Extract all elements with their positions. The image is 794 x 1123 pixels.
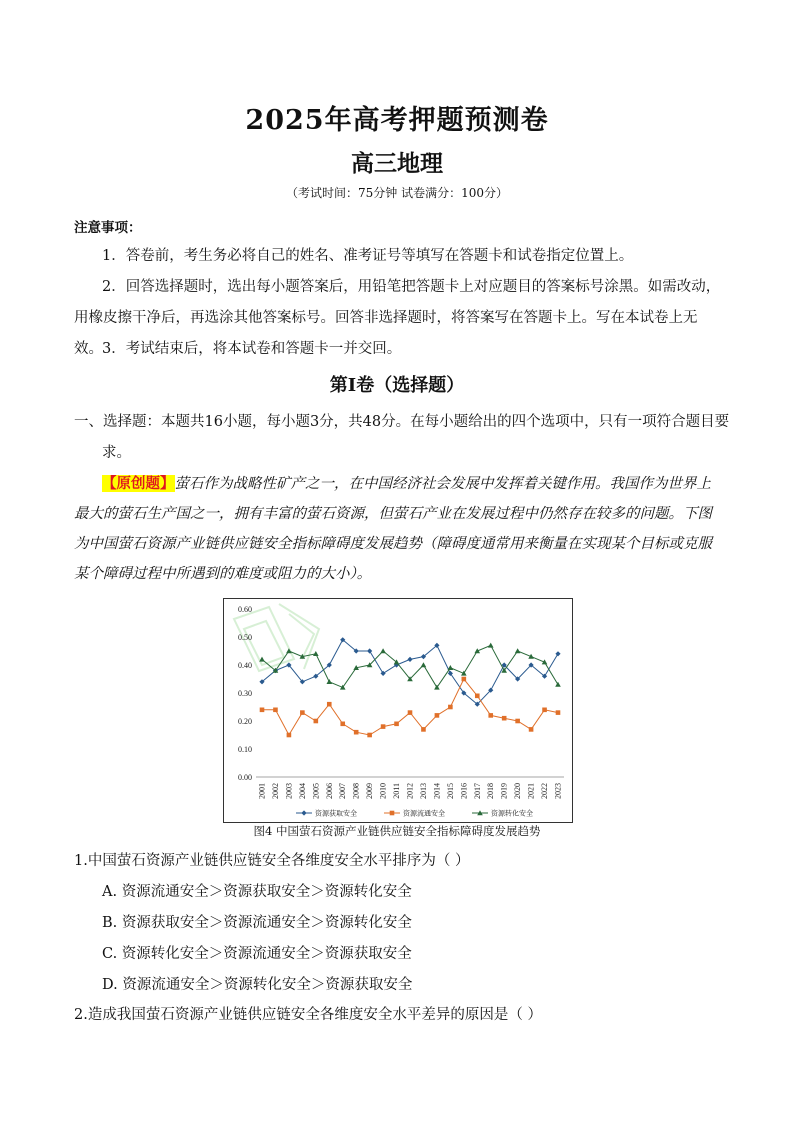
x-tick-label: 2018 [486,783,496,799]
data-point-square [435,713,440,718]
data-point-square [300,710,305,715]
data-point-diamond [367,648,372,653]
legend-label: 资源流通安全 [403,809,445,818]
question-1-text: 中国萤石资源产业链供应链安全各维度安全水平排序为（ ） [87,853,470,869]
data-point-square [354,730,359,735]
x-tick-label: 2009 [365,783,375,799]
material-text: 萤石作为战略性矿产之一，在中国经济社会发展中发挥着关键作用。我国作为世界上最大的萤石生产国之一，拥有丰富的萤石资源，但萤石产业在发展过程中仍然存在较多的问题。下图为中国萤石资源产业链供应链安全指标障碍度发展趋势（障碍度通常用来衡量在实现某个目标或克服某个障碍过程中所遇到的难度或阻力的大小）。 [74,476,712,582]
data-point-triangle [421,662,427,667]
x-axis [256,777,564,799]
data-point-square [287,733,292,738]
x-tick-label: 2022 [540,783,550,799]
data-point-diamond [380,671,385,676]
x-tick-label: 2002 [270,783,280,799]
x-tick-label: 2010 [378,783,388,799]
x-tick-label: 2013 [418,783,428,799]
x-tick-label: 2003 [284,783,294,799]
data-point-square [448,705,453,710]
notice-title: 注意事项： [74,220,142,236]
question-2-text: 造成我国萤石资源产业链供应链安全各维度安全水平差异的原因是（ ） [87,1007,542,1023]
x-tick-label: 2012 [405,783,415,799]
data-point-triangle [515,648,521,653]
data-point-diamond [555,651,560,656]
data-point-square [408,710,413,715]
material-paragraph [74,469,722,589]
data-point-square [327,702,332,707]
data-point-triangle [326,679,332,684]
data-point-square [515,719,520,724]
data-point-square [542,708,547,713]
data-point-square [488,713,493,718]
section-title: 第Ⅰ卷（选择题） [329,375,465,396]
y-tick-label: 0.00 [238,773,252,782]
question-1-number: 1. [74,853,88,869]
notice-item-1: 1．答卷前，考生务必将自己的姓名、准考证号等填写在答题卡和试卷指定位置上。 [102,248,634,264]
x-tick-label: 2017 [472,783,482,799]
y-tick-label: 0.30 [238,689,252,698]
data-point-square [502,716,507,721]
x-tick-label: 2006 [324,783,334,799]
x-tick-label: 2007 [338,783,348,799]
y-tick-label: 0.20 [238,717,252,726]
question-1 [74,849,469,870]
line-chart [224,599,572,822]
figure-caption: 图4 中国萤石资源产业链供应链安全指标障碍度发展趋势 [253,824,541,838]
notice-item-2: 2．回答选择题时，选出每小题答案后，用铅笔把答题卡上对应题目的答案标号涂黑。如需改动，用橡皮擦干净后，再选涂其他答案标号。回答非选择题时，将答案写在答题卡上。写在本试卷上无效。 [74,279,721,357]
data-point-square [367,733,372,738]
data-point-triangle [448,665,454,670]
subject-title: 高三地理 [351,150,443,177]
x-tick-label: 2020 [513,783,523,799]
question-2 [74,1003,542,1024]
x-tick-label: 2016 [459,783,469,799]
question-1-option-d: D. 资源流通安全＞资源转化安全＞资源获取安全 [102,977,413,993]
x-tick-label: 2021 [526,783,536,799]
x-tick-label: 2015 [445,783,455,799]
exam-info: （考试时间：75分钟 试卷满分：100分） [286,186,508,200]
data-point-square [529,727,534,732]
question-1-option-c: C. 资源转化安全＞资源流通安全＞资源获取安全 [102,946,412,962]
legend-label: 资源获取安全 [315,809,357,818]
data-point-square [381,724,386,729]
data-point-square [421,727,426,732]
y-tick-label: 0.40 [238,661,252,670]
data-point-square [462,677,467,682]
data-point-square [273,708,278,713]
x-tick-label: 2001 [257,783,267,799]
x-tick-label: 2014 [432,783,442,799]
x-tick-label: 2005 [311,783,321,799]
data-point-square [394,722,399,727]
data-point-square [475,694,480,699]
x-tick-label: 2011 [392,783,402,799]
exam-title: 2025年高考押题预测卷 [245,105,549,136]
chart-figure [223,598,573,823]
data-point-diamond [407,657,412,662]
question-2-number: 2. [74,1007,88,1023]
y-tick-label: 0.10 [238,745,252,754]
y-tick-label: 0.60 [238,605,252,614]
data-point-triangle [488,643,494,648]
x-tick-label: 2023 [553,783,563,799]
data-point-square [314,719,319,724]
notice-item-3: 3．考试结束后，将本试卷和答题卡一并交回。 [102,341,402,357]
chart-legend [296,809,533,818]
original-question-tag: 【原创题】 [102,475,175,492]
series-line [262,679,558,735]
question-intro: 一、选择题：本题共16小题，每小题3分，共48分。在每小题给出的四个选项中，只有一项符合题目要求。 [74,414,730,461]
data-point-diamond [301,810,306,815]
data-point-triangle [313,651,319,656]
x-tick-label: 2008 [351,783,361,799]
question-1-option-b: B. 资源获取安全＞资源流通安全＞资源转化安全 [102,915,412,931]
y-tick-label: 0.50 [238,633,252,642]
data-point-square [556,710,561,715]
data-point-square [390,811,395,816]
x-tick-label: 2004 [297,783,307,799]
data-point-triangle [555,682,561,687]
data-point-square [260,708,265,713]
legend-label: 资源转化安全 [491,809,533,818]
x-tick-label: 2019 [499,783,509,799]
question-1-option-a: A. 资源流通安全＞资源获取安全＞资源转化安全 [102,884,412,900]
data-point-triangle [380,648,386,653]
data-point-square [340,722,345,727]
